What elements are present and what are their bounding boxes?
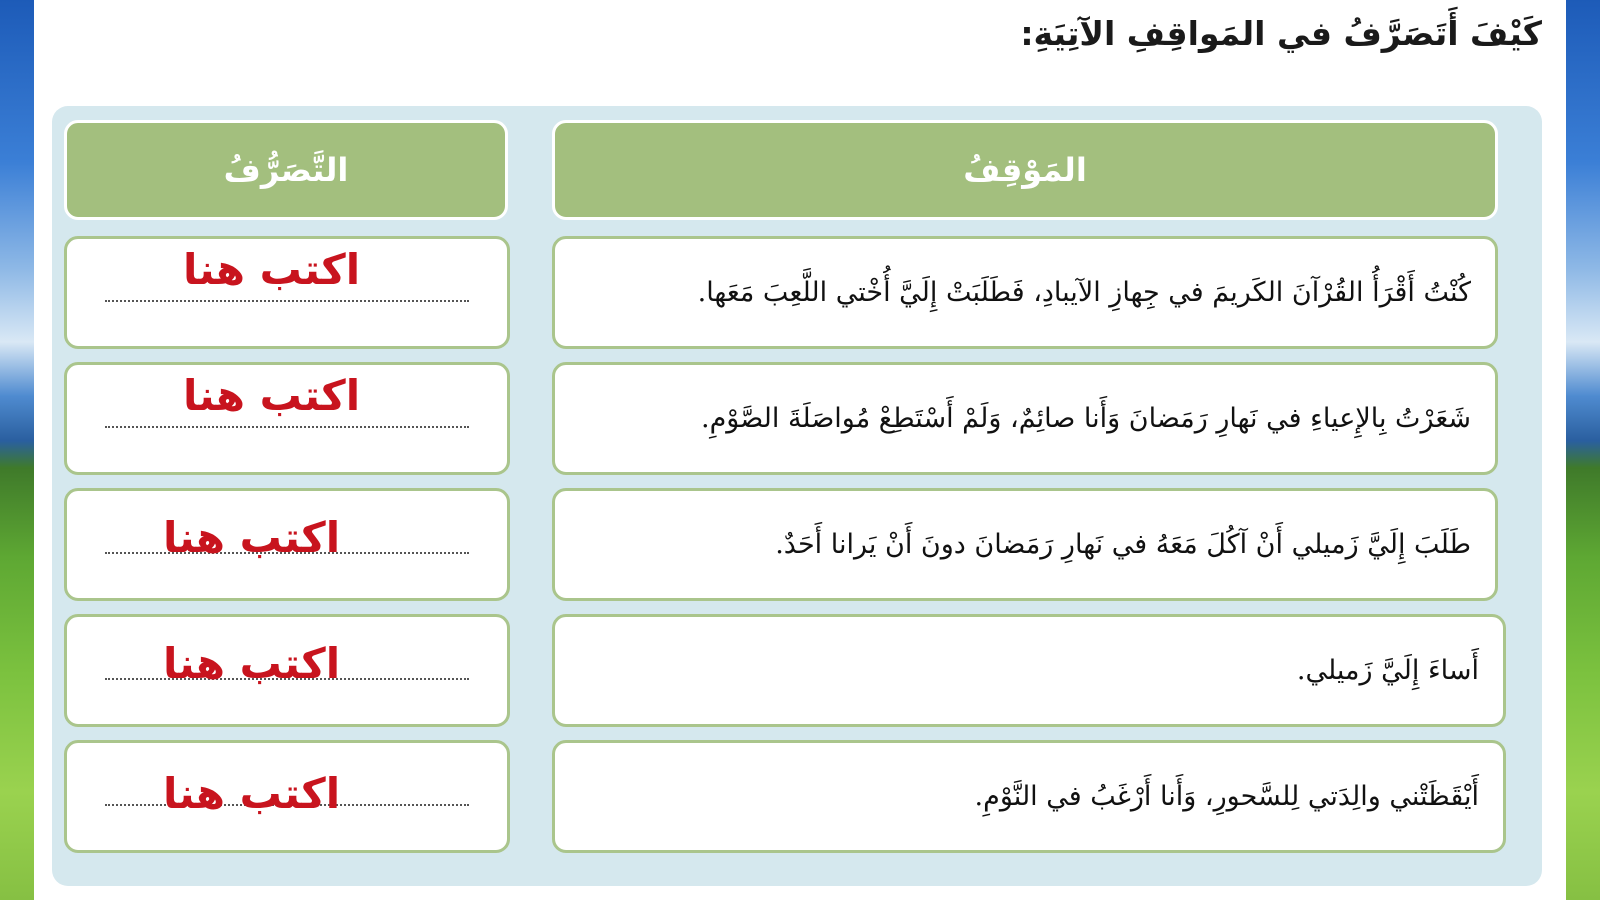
situation-cell-2: [552, 362, 1498, 475]
page-title: كَيْفَ أَتَصَرَّفُ في المَواقِفِ الآتِيَةِ:: [1020, 14, 1542, 53]
header-action: التَّصَرُّفُ: [64, 120, 508, 220]
background-scenery-left: [0, 0, 34, 900]
answer-line: [105, 426, 469, 428]
situation-text: أَساءَ إِلَيَّ زَميلي.: [1296, 655, 1479, 686]
action-cell-1[interactable]: [64, 236, 510, 349]
header-situation: المَوْقِفُ: [552, 120, 1498, 220]
situation-text: طَلَبَ إِلَيَّ زَميلي أَنْ آكُلَ مَعَهُ في نَهارِ رَمَضانَ دونَ أَنْ يَرانا أَحَدٌ.: [775, 529, 1471, 560]
answer-hint: اكتب هنا: [183, 371, 361, 420]
background-scenery-right: [1566, 0, 1600, 900]
answer-hint: اكتب هنا: [163, 639, 341, 688]
situation-text: كُنْتُ أَقْرَأُ القُرْآنَ الكَريمَ في جِهازِ الآيبادِ، فَطَلَبَتْ إِلَيَّ أُخْتي اللَّعِبَ مَعَها.: [697, 277, 1471, 308]
action-cell-5[interactable]: [64, 740, 510, 853]
answer-hint: اكتب هنا: [163, 769, 341, 818]
action-cell-2[interactable]: [64, 362, 510, 475]
situation-cell-4: [552, 614, 1506, 727]
situation-cell-3: [552, 488, 1498, 601]
answer-hint: اكتب هنا: [183, 245, 361, 294]
situation-cell-5: [552, 740, 1506, 853]
action-cell-4[interactable]: [64, 614, 510, 727]
action-cell-3[interactable]: [64, 488, 510, 601]
situation-text: أَيْقَظَتْني والِدَتي لِلسَّحورِ، وَأَنا أَرْغَبُ في النَّوْمِ.: [974, 781, 1479, 812]
situation-text: شَعَرْتُ بِالإِعياءِ في نَهارِ رَمَضانَ وَأَنا صائِمٌ، وَلَمْ أَسْتَطِعْ مُواصَلَةَ الصَّوْمِ.: [700, 403, 1471, 434]
answer-hint: اكتب هنا: [163, 513, 341, 562]
situation-cell-1: [552, 236, 1498, 349]
answer-line: [105, 300, 469, 302]
